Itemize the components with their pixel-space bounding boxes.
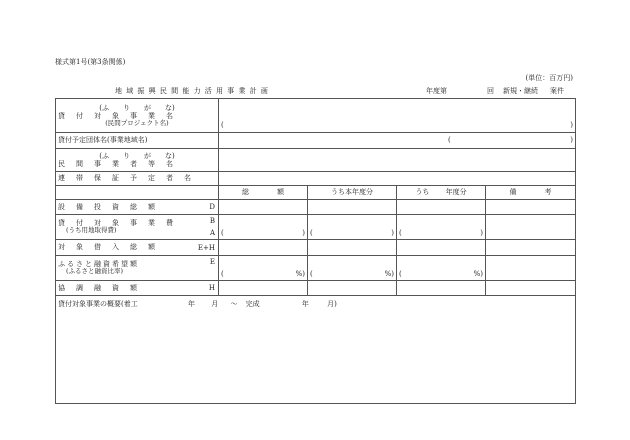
paren-open: (	[221, 228, 224, 237]
paren-close: )	[570, 120, 574, 129]
furusato-loan-code: E	[209, 258, 215, 266]
paren-open: (	[399, 269, 402, 278]
target-loan-label: 対 象 借 入 総 額	[58, 243, 157, 252]
column-header-row	[56, 186, 576, 200]
project-name-row	[56, 99, 576, 133]
paren-close: )	[480, 228, 483, 237]
target-cost-sub: (うち用地取得費)	[66, 226, 117, 235]
plan-table	[55, 98, 576, 404]
capex-other-year-input[interactable]	[397, 200, 486, 215]
overview-completion: 完成	[245, 300, 260, 308]
target-cost-label-cell	[56, 215, 219, 240]
col-total: 総 額	[219, 186, 308, 200]
guarantor-row	[56, 172, 576, 186]
round-label: 回	[487, 87, 494, 95]
capex-row	[56, 200, 576, 215]
guarantor-input[interactable]	[219, 172, 576, 186]
target-loan-code: E+H	[197, 243, 215, 252]
overview-month-end: 月)	[327, 300, 337, 308]
col-other-year-suffix: 年度分	[445, 188, 467, 197]
project-name-furigana: (ふ り が な)	[99, 103, 175, 112]
percent-close: %)	[384, 269, 394, 278]
capex-label-cell	[56, 200, 219, 215]
overview-input[interactable]	[56, 296, 576, 404]
paren-open: (	[399, 228, 402, 237]
paren-open: (	[310, 269, 313, 278]
new-continue-label: 新規・継続	[503, 87, 538, 95]
project-name-label: 貸 付 対 象 事 業 名	[58, 111, 175, 120]
coop-loan-label: 協 調 融 資 額	[58, 283, 139, 292]
capex-label: 設 備 投 資 総 額	[58, 202, 157, 211]
project-name-sub: (民間プロジェクト名)	[105, 118, 169, 127]
target-cost-other-year-input[interactable]	[397, 215, 486, 240]
paren-close: )	[391, 228, 394, 237]
paren-open: (	[448, 136, 451, 145]
project-name-label-cell	[56, 99, 219, 133]
percent-close: %)	[473, 269, 483, 278]
private-operator-label: 民 間 事 業 者 等 名	[58, 160, 175, 168]
target-loan-remarks-input[interactable]	[486, 240, 576, 256]
paren-close: )	[302, 228, 305, 237]
furusato-loan-total-input[interactable]	[219, 256, 308, 281]
project-name-input[interactable]	[219, 99, 576, 133]
fiscal-year-label: 年度第	[426, 87, 447, 95]
target-loan-other-year-input[interactable]	[397, 240, 486, 256]
col-other-year	[397, 186, 486, 200]
col-other-year-prefix: うち	[415, 188, 430, 197]
furusato-loan-label: ふるさと融資希望額	[58, 260, 139, 269]
coop-loan-other-year-input[interactable]	[397, 281, 486, 296]
col-this-year: うち本年度分	[308, 186, 397, 200]
coop-loan-this-year-input[interactable]	[308, 281, 397, 296]
capex-code: D	[209, 202, 215, 211]
furusato-loan-row	[56, 256, 576, 281]
paren-open: (	[221, 120, 224, 129]
capex-total-input[interactable]	[219, 200, 308, 215]
furusato-loan-remarks-input[interactable]	[486, 256, 576, 281]
overview-year-start: 年	[187, 300, 195, 308]
capex-remarks-input[interactable]	[486, 200, 576, 215]
furusato-loan-this-year-input[interactable]	[308, 256, 397, 281]
target-loan-row	[56, 240, 576, 256]
target-loan-label-cell	[56, 240, 219, 256]
target-loan-total-input[interactable]	[219, 240, 308, 256]
furusato-loan-other-year-input[interactable]	[397, 256, 486, 281]
coop-loan-label-cell	[56, 281, 219, 296]
planned-org-input[interactable]	[219, 133, 576, 149]
furusato-loan-sub: (ふるさと融資比率)	[66, 267, 124, 276]
planned-org-label: 貸付予定団体名(事業地域名)	[56, 133, 219, 149]
coop-loan-total-input[interactable]	[219, 281, 308, 296]
paren-open: (	[221, 269, 224, 278]
paren-open: (	[310, 228, 313, 237]
overview-label: 貸付対象事業の概要(着工	[58, 300, 138, 308]
private-operator-label-cell	[56, 149, 219, 172]
coop-loan-remarks-input[interactable]	[486, 281, 576, 296]
unit-label: (単位：百万円)	[525, 74, 573, 82]
target-cost-label: 貸 付 対 象 事 業 費	[58, 219, 175, 228]
private-operator-furigana: (ふ り が な)	[99, 151, 175, 160]
overview-year-end: 年	[301, 300, 309, 308]
overview-tilde: ～	[230, 300, 238, 308]
overview-month-start: 月	[211, 300, 219, 308]
page-title: 地 域 振 興 民 間 能 力 活 用 事 業 計 画	[115, 87, 269, 95]
paren-close: )	[570, 136, 574, 145]
guarantor-label: 連 帯 保 証 予 定 者 名	[56, 172, 219, 186]
target-cost-code-a: A	[209, 228, 215, 237]
form-number: 様式第1号(第3条関係)	[55, 58, 126, 66]
col-remarks: 備 考	[486, 186, 576, 200]
blank-header-cell	[56, 186, 219, 200]
target-cost-row	[56, 215, 576, 240]
furusato-loan-label-cell	[56, 256, 219, 281]
private-operator-row	[56, 149, 576, 172]
target-cost-this-year-input[interactable]	[308, 215, 397, 240]
coop-loan-row	[56, 281, 576, 296]
case-label: 案件	[550, 87, 564, 95]
private-operator-input[interactable]	[219, 149, 576, 172]
coop-loan-code: H	[208, 283, 215, 292]
percent-close: %)	[295, 269, 305, 278]
capex-this-year-input[interactable]	[308, 200, 397, 215]
overview-row	[56, 296, 576, 404]
target-cost-code-b: B	[209, 217, 215, 225]
target-cost-total-input[interactable]	[219, 215, 308, 240]
target-cost-remarks-input[interactable]	[486, 215, 576, 240]
target-loan-this-year-input[interactable]	[308, 240, 397, 256]
planned-org-row	[56, 133, 576, 149]
